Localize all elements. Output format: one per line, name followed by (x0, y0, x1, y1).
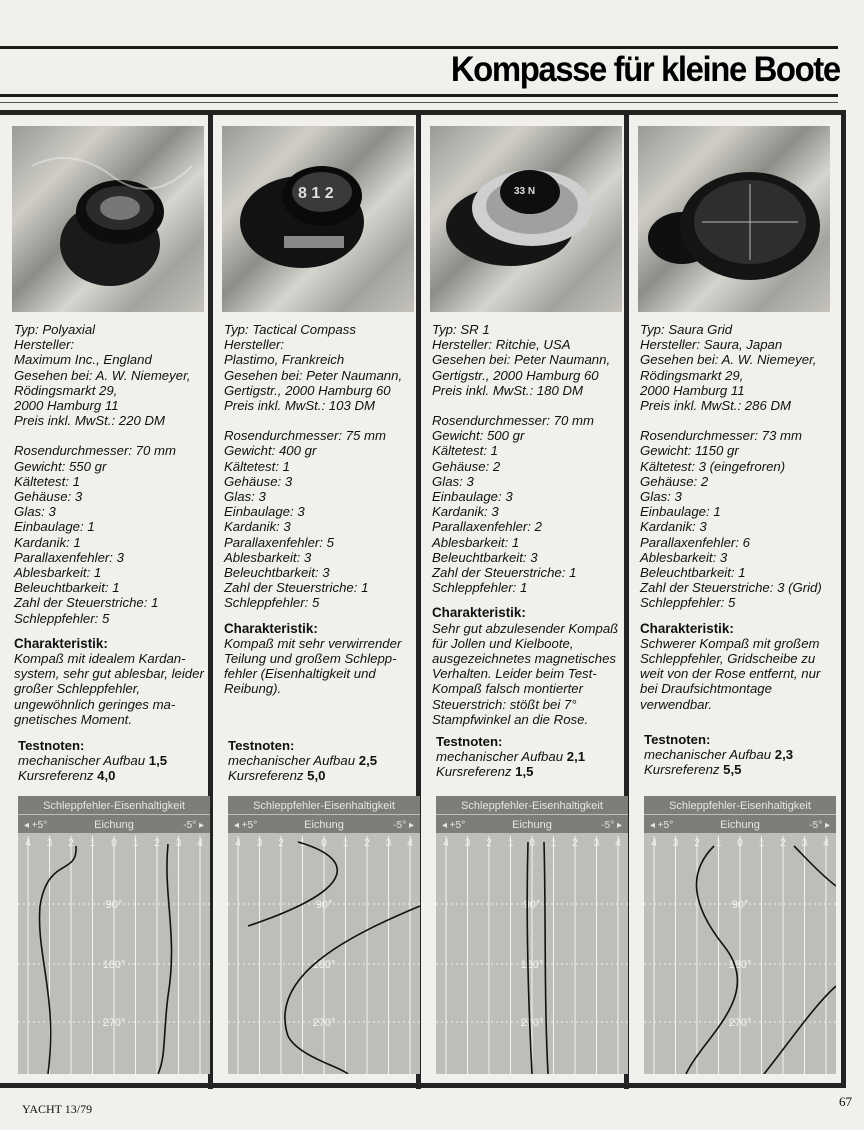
chart-tick-label: 2 (154, 838, 160, 849)
spec-line: Kardanik: 3 (640, 519, 707, 535)
chart-tick-label: 3 (175, 838, 182, 849)
spec-line: Einbaulage: 3 (224, 504, 305, 520)
spec-line: Kardanik: 1 (14, 534, 81, 550)
spec-line: Ablesbarkeit: 1 (432, 534, 520, 550)
header-line: Hersteller: Ritchie, USA (432, 337, 571, 353)
chart-tick-label: 4 (651, 838, 657, 849)
spec-block (14, 322, 208, 727)
chart-heading-label: 180° (102, 959, 126, 971)
spec-line: Ablesbarkeit: 3 (640, 549, 728, 565)
spec-line: Beleuchtbarkeit: 1 (14, 580, 120, 596)
chart-tick-label: 2 (364, 838, 370, 849)
deviation-chart-svg (18, 796, 210, 1074)
characteristic-heading: Charakteristik: (640, 620, 734, 636)
header-line: 2000 Hamburg 11 (14, 398, 119, 414)
grade-label: mechanischer Aufbau (228, 753, 356, 768)
spec-line: Kältetest: 1 (14, 473, 80, 489)
header-line: Hersteller: (14, 337, 75, 353)
grade-label: Kursreferenz (228, 768, 304, 783)
test-grades-heading: Testnoten: (644, 732, 711, 747)
spec-line: Kältetest: 1 (224, 458, 290, 474)
chart-tick-label: 2 (780, 838, 786, 849)
chart-tick-label: 4 (823, 838, 829, 849)
compass-photo-illustration (12, 126, 204, 312)
chart-scale-label: Eichung (512, 819, 552, 831)
svg-text:8 1 2: 8 1 2 (298, 185, 334, 202)
header-line: Hersteller: (224, 337, 285, 353)
spec-line: Schleppfehler: 5 (14, 610, 110, 626)
spec-line: Zahl der Steuerstriche: 1 (14, 595, 159, 611)
chart-tick-label: 4 (615, 838, 621, 849)
spec-line: Zahl der Steuerstriche: 1 (224, 580, 369, 596)
spec-line: Parallaxenfehler: 2 (432, 519, 542, 535)
chart-scale-label: Eichung (720, 819, 760, 831)
spec-block (224, 322, 418, 697)
svg-text:33 N: 33 N (514, 186, 536, 197)
spec-line: Rosendurchmesser: 73 mm (640, 428, 802, 444)
chart-tick-label: 2 (68, 838, 74, 849)
header-line: Preis inkl. MwSt.: 220 DM (14, 413, 165, 429)
header-line: Hersteller: Saura, Japan (640, 337, 783, 353)
grade-value: 1,5 (515, 764, 534, 779)
chart-scale-label: Eichung (304, 819, 344, 831)
test-grades (18, 738, 212, 783)
deviation-chart-svg (228, 796, 420, 1074)
chart-heading-label: 90° (315, 899, 333, 911)
compass-photo (12, 126, 204, 312)
spec-line: Beleuchtbarkeit: 3 (224, 565, 330, 581)
compass-column-sr1 (430, 118, 626, 1084)
header-line: Rödingsmarkt 29, (14, 382, 118, 398)
spec-line: Glas: 3 (14, 504, 56, 520)
chart-tick-label: 1 (507, 838, 514, 849)
compass-photo (430, 126, 622, 312)
grade-label: Kursreferenz (18, 768, 94, 783)
grade-label: mechanischer Aufbau (436, 749, 564, 764)
grade-value: 4,0 (97, 768, 116, 783)
chart-title: Schleppfehler-Eisenhaltigkeit (43, 800, 185, 812)
chart-heading-label: 270° (312, 1017, 336, 1029)
chart-plus-label: ◂ +5° (234, 820, 258, 831)
characteristic-text: Kompaß mit sehr verwirrender Teilung und großem Schleppfehler (Eisenhaltigkeit und Reibung). (224, 635, 402, 697)
spec-line: Kältetest: 3 (eingefroren) (640, 458, 786, 474)
deviation-chart-svg (644, 796, 836, 1074)
chart-tick-label: 3 (593, 838, 600, 849)
chart-heading-label: 270° (520, 1017, 544, 1029)
spec-line: Schleppfehler: 1 (432, 580, 528, 596)
header-line: 2000 Hamburg 11 (640, 382, 745, 398)
chart-heading-label: 90° (105, 899, 123, 911)
grade-value: 2,1 (566, 749, 586, 764)
chart-tick-label: 3 (46, 838, 53, 849)
deviation-chart (228, 796, 420, 1074)
spec-line: Beleuchtbarkeit: 3 (432, 549, 538, 565)
compass-photo (222, 126, 414, 312)
grade-label: mechanischer Aufbau (644, 747, 772, 762)
chart-tick-label: 4 (197, 838, 203, 849)
test-grades (436, 734, 630, 779)
chart-title: Schleppfehler-Eisenhaltigkeit (253, 800, 395, 812)
chart-tick-label: 1 (89, 838, 96, 849)
header-line: Gesehen bei: Peter Naumann, (224, 367, 403, 383)
chart-scale-label: Eichung (94, 819, 134, 831)
chart-tick-label: 1 (715, 838, 722, 849)
spec-line: Glas: 3 (224, 489, 266, 505)
spec-line: Einbaulage: 3 (432, 489, 513, 505)
spec-line: Ablesbarkeit: 1 (14, 565, 102, 581)
spec-line: Kardanik: 3 (224, 519, 291, 535)
spec-line: Ablesbarkeit: 3 (224, 549, 312, 565)
chart-plus-label: ◂ +5° (442, 820, 466, 831)
spec-line: Rosendurchmesser: 75 mm (224, 428, 386, 444)
chart-tick-label: 0 (737, 838, 743, 849)
spec-line: Gewicht: 400 gr (224, 443, 317, 459)
header-line: Preis inkl. MwSt.: 103 DM (224, 398, 375, 414)
characteristic-text: Schwerer Kompaß mit großem Schleppfehler, Gridscheibe zu weit von der Rose entfernt, nur bei Draufsichtmontage verwendbar. (640, 635, 821, 712)
deviation-chart (436, 796, 628, 1074)
grade-label: Kursreferenz (436, 764, 512, 779)
chart-tick-label: 4 (407, 838, 413, 849)
header-line: Preis inkl. MwSt.: 286 DM (640, 398, 791, 414)
grade-value: 5,0 (307, 768, 326, 783)
spec-line: Glas: 3 (640, 489, 682, 505)
test-grades-heading: Testnoten: (228, 738, 295, 753)
chart-heading-label: 90° (523, 899, 541, 911)
characteristic-text: Kompaß mit idealem Kardansystem, sehr gut ablesbar, leider großer Schleppfehler, ungewöhnlich geringes magnetisches Moment. (14, 651, 204, 727)
chart-tick-label: 4 (25, 838, 31, 849)
page-title: Kompasse für kleine Boote (451, 50, 840, 89)
deviation-chart (18, 796, 210, 1074)
title-rule (0, 94, 838, 97)
header-line: Gesehen bei: A. W. Niemeyer, (640, 352, 817, 368)
header-line: Typ: Polyaxial (14, 322, 96, 337)
spec-block (432, 322, 626, 727)
spec-line: Einbaulage: 1 (640, 504, 721, 520)
chart-tick-label: 0 (529, 838, 535, 849)
chart-heading-label: 180° (728, 959, 752, 971)
header-line: Typ: Saura Grid (640, 322, 733, 337)
chart-tick-label: 2 (572, 838, 578, 849)
compass-photo (638, 126, 830, 312)
chart-tick-label: 1 (132, 838, 139, 849)
chart-tick-label: 0 (321, 838, 327, 849)
spec-line: Gewicht: 1150 gr (640, 443, 739, 459)
characteristic-heading: Charakteristik: (432, 605, 526, 621)
characteristic-text: Sehr gut abzulesender Kompaß für Jollen und Kielboote, ausgezeichnetes magnetisches Verhalten. Leider beim Test-Kompaß falsch montierter Steuerstrich: stößt bei 7° Stampfwinkel an die Rose. (432, 620, 619, 727)
test-grades-heading: Testnoten: (436, 734, 503, 749)
spec-line: Beleuchtbarkeit: 1 (640, 565, 746, 581)
header-line: Preis inkl. MwSt.: 180 DM (432, 382, 583, 398)
spec-line: Zahl der Steuerstriche: 3 (Grid) (640, 580, 822, 596)
title-rule-thin (0, 102, 838, 103)
deviation-chart (644, 796, 836, 1074)
header-line: Plastimo, Frankreich (224, 352, 345, 368)
chart-tick-label: 0 (111, 838, 117, 849)
header-line: Typ: Tactical Compass (224, 322, 356, 337)
header-line: Gesehen bei: Peter Naumann, (432, 352, 611, 368)
spec-line: Gehäuse: 2 (640, 473, 709, 489)
spec-line: Rosendurchmesser: 70 mm (432, 413, 594, 429)
chart-plus-label: ◂ +5° (650, 820, 674, 831)
compass-column-polyaxial (12, 118, 208, 1084)
grade-label: mechanischer Aufbau (18, 753, 146, 768)
spec-line: Einbaulage: 1 (14, 519, 95, 535)
grade-value: 2,3 (774, 747, 794, 762)
compass-photo-illustration (638, 126, 830, 312)
deviation-chart-svg (436, 796, 628, 1074)
chart-tick-label: 1 (758, 838, 765, 849)
header-line: Gertigstr., 2000 Hamburg 60 (432, 367, 599, 383)
spec-line: Zahl der Steuerstriche: 1 (432, 565, 577, 581)
test-grades (228, 738, 422, 783)
header-line: Gertigstr., 2000 Hamburg 60 (224, 382, 391, 398)
characteristic-heading: Charakteristik: (224, 620, 318, 636)
header-line: Maximum Inc., England (14, 352, 152, 368)
chart-heading-label: 270° (728, 1017, 752, 1029)
chart-title: Schleppfehler-Eisenhaltigkeit (669, 800, 811, 812)
spec-line: Kardanik: 3 (432, 504, 499, 520)
chart-minus-label: -5° ▸ (601, 820, 622, 831)
issue-label: YACHT 13/79 (22, 1102, 93, 1116)
chart-title: Schleppfehler-Eisenhaltigkeit (461, 800, 603, 812)
characteristic-heading: Charakteristik: (14, 635, 108, 651)
page-number: 67 (839, 1094, 852, 1109)
chart-plus-label: ◂ +5° (24, 820, 48, 831)
spec-line: Schleppfehler: 5 (640, 595, 736, 611)
spec-line: Gehäuse: 3 (14, 489, 83, 505)
chart-tick-label: 4 (235, 838, 241, 849)
spec-line: Rosendurchmesser: 70 mm (14, 443, 176, 459)
chart-tick-label: 3 (801, 838, 808, 849)
spec-line: Glas: 3 (432, 473, 474, 489)
spec-line: Parallaxenfehler: 6 (640, 534, 750, 550)
chart-heading-label: 180° (520, 959, 544, 971)
spec-line: Gehäuse: 3 (224, 473, 293, 489)
chart-tick-label: 3 (672, 838, 679, 849)
header-line: Typ: SR 1 (432, 322, 490, 337)
spec-line: Gewicht: 500 gr (432, 428, 525, 444)
chart-tick-label: 2 (278, 838, 284, 849)
grade-value: 5,5 (723, 762, 742, 777)
spec-block (640, 322, 834, 712)
chart-heading-label: 270° (102, 1017, 126, 1029)
compass-column-tactical (222, 118, 418, 1084)
header-line: Rödingsmarkt 29, (640, 367, 744, 383)
chart-tick-label: 2 (694, 838, 700, 849)
chart-heading-label: 90° (731, 899, 749, 911)
test-grades-heading: Testnoten: (18, 738, 85, 753)
header-line: Gesehen bei: A. W. Niemeyer, (14, 367, 191, 383)
test-grades (644, 732, 838, 777)
spec-line: Parallaxenfehler: 3 (14, 549, 124, 565)
grade-label: Kursreferenz (644, 762, 720, 777)
grade-value: 1,5 (148, 753, 168, 768)
chart-tick-label: 2 (486, 838, 492, 849)
compass-column-saura (638, 118, 834, 1084)
spec-line: Schleppfehler: 5 (224, 595, 320, 611)
chart-tick-label: 4 (443, 838, 449, 849)
compass-photo-illustration (430, 126, 622, 312)
chart-tick-label: 1 (342, 838, 349, 849)
chart-tick-label: 3 (464, 838, 471, 849)
chart-tick-label: 3 (385, 838, 392, 849)
top-rule (0, 46, 838, 49)
spec-line: Gewicht: 550 gr (14, 458, 107, 474)
chart-heading-label: 180° (312, 959, 336, 971)
spec-line: Parallaxenfehler: 5 (224, 534, 334, 550)
spec-line: Gehäuse: 2 (432, 458, 501, 474)
chart-tick-label: 1 (299, 838, 306, 849)
chart-minus-label: -5° ▸ (393, 820, 414, 831)
compass-photo-illustration (222, 126, 414, 312)
grade-value: 2,5 (358, 753, 378, 768)
chart-minus-label: -5° ▸ (183, 820, 204, 831)
chart-tick-label: 1 (550, 838, 557, 849)
chart-minus-label: -5° ▸ (809, 820, 830, 831)
chart-tick-label: 3 (256, 838, 263, 849)
spec-line: Kältetest: 1 (432, 443, 498, 459)
